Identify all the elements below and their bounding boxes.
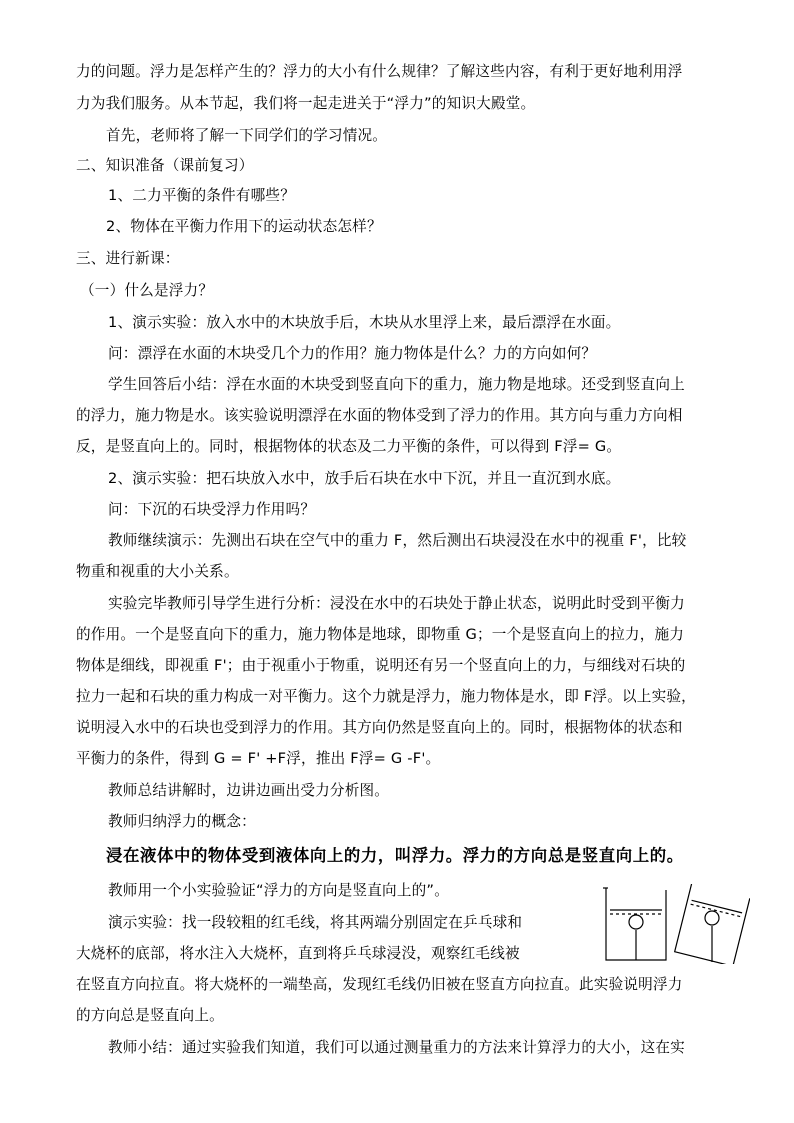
buoyancy-definition: 浸在液体中的物体受到液体向上的力，叫浮力。浮力的方向总是竖直向上的。: [106, 846, 684, 865]
section-heading: 二、知识准备（课前复习）: [76, 157, 254, 174]
paragraph-line: 学生回答后小结：浮在水面的木块受到竖直向下的重力，施力物是地球。还受到竖直向上: [108, 376, 685, 393]
paragraph-line: 问：漂浮在水面的木块受几个力的作用？施力物体是什么？力的方向如何？: [108, 345, 597, 362]
review-question: 2、物体在平衡力作用下的运动状态怎样？: [106, 218, 382, 235]
section-heading: 三、进行新课：: [76, 250, 180, 267]
paragraph-line: 力的问题。浮力是怎样产生的？浮力的大小有什么规律？了解这些内容，有利于更好地利用浮: [76, 63, 683, 80]
paragraph-line: 2、演示实验：把石块放入水中，放手后石块在水中下沉，并且一直沉到水底。: [108, 470, 621, 487]
paragraph-line: 的浮力，施力物是水。该实验说明漂浮在水面的物体受到了浮力的作用。其方向与重力方向相: [76, 407, 683, 424]
review-question: 1、二力平衡的条件有哪些？: [108, 187, 296, 204]
paragraph-line: 问：下沉的石块受浮力作用吗？: [108, 501, 316, 518]
paragraph-line: 教师继续演示：先测出石块在空气中的重力 F，然后测出石块浸没在水中的视重 F'，比较: [108, 532, 687, 549]
subsection-heading: （一）什么是浮力？: [80, 282, 214, 299]
paragraph-line: 教师总结讲解时，边讲边画出受力分析图。: [108, 782, 390, 799]
paragraph-line: 演示实验：找一段较粗的红毛线，将其两端分别固定在乒乓球和: [108, 914, 523, 931]
paragraph-line: 教师用一个小实验验证“浮力的方向是竖直向上的”。: [108, 882, 449, 899]
paragraph-line: 教师归纳浮力的概念：: [108, 813, 256, 830]
paragraph-line: 教师小结：通过实验我们知道，我们可以通过测量重力的方法来计算浮力的大小，这在实: [108, 1039, 685, 1056]
paragraph-line: 的作用。一个是竖直向下的重力，施力物体是地球，即物重 G；一个是竖直向上的拉力，施力: [76, 626, 685, 643]
paragraph-line: 物重和视重的大小关系。: [76, 563, 239, 580]
beaker-experiment-figure: [602, 884, 750, 964]
paragraph-line: 拉力一起和石块的重力构成一对平衡力。这个力就是浮力，施力物体是水，即 F浮。以上实验，: [76, 688, 696, 705]
paragraph-line: 反，是竖直向上的。同时，根据物体的状态及二力平衡的条件，可以得到 F浮= G。: [76, 438, 622, 455]
paragraph-line: 平衡力的条件，得到 G = F' +F浮，推出 F浮= G -F'。: [76, 750, 441, 767]
paragraph-line: 力为我们服务。从本节起，我们将一起走进关于“浮力”的知识大殿堂。: [76, 95, 536, 112]
upright-beaker: [603, 888, 666, 960]
paragraph-line: 1、演示实验：放入水中的木块放手后，木块从水里浮上来，最后漂浮在水面。: [108, 314, 621, 331]
paragraph-line: 首先，老师将了解一下同学们的学习情况。: [106, 127, 388, 144]
paragraph-line: 说明浸入水中的石块也受到浮力的作用。其方向仍然是竖直向上的。同时，根据物体的状态和: [76, 719, 683, 736]
paragraph-line: 大烧杯的底部，将水注入大烧杯，直到将乒乓球浸没，观察红毛线被: [76, 945, 520, 962]
vertical-thread-with-ball: [705, 911, 719, 962]
paragraph-line: 实验完毕教师引导学生进行分析：浸没在水中的石块处于静止状态，说明此时受到平衡力: [108, 595, 685, 612]
paragraph-line: 在竖直方向拉直。将大烧杯的一端垫高，发现红毛线仍旧被在竖直方向拉直。此实验说明浮力: [76, 976, 683, 993]
paragraph-line: 物体是细线，即视重 F'；由于视重小于物重，说明还有另一个竖直向上的力，与细线对石块的: [76, 657, 686, 674]
paragraph-line: 的方向总是竖直向上。: [76, 1007, 224, 1024]
